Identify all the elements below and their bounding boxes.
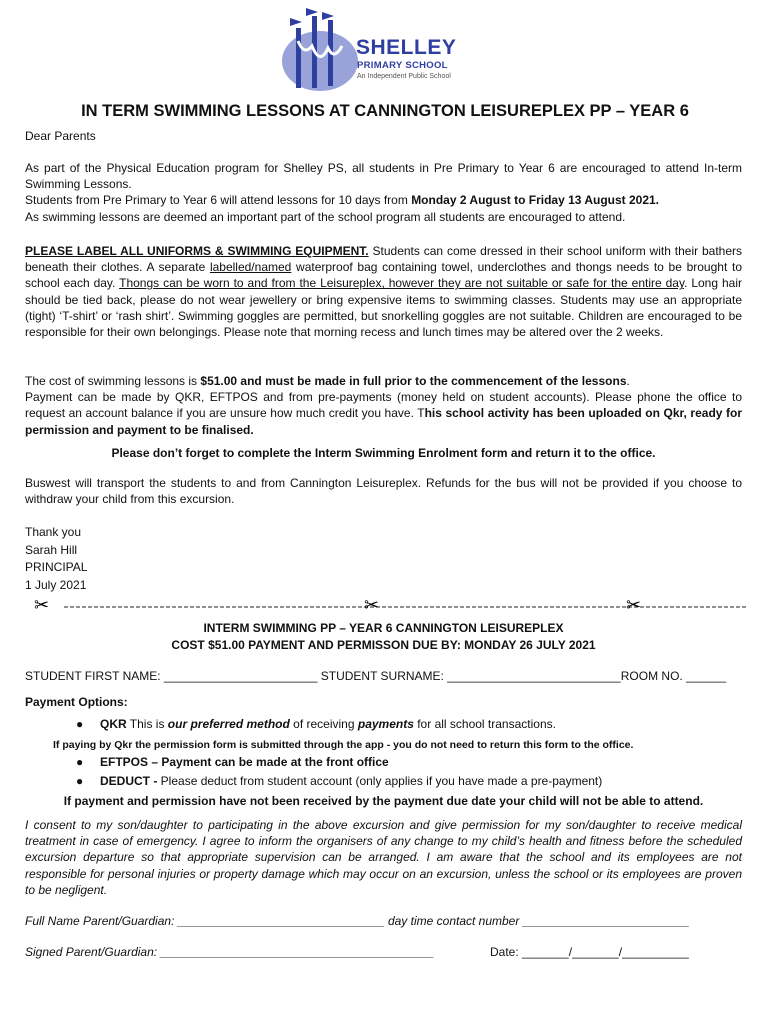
cost-amount: $51.00 and must be made in full prior to the commencement of the lessons [200,374,627,388]
svg-text:✂: ✂ [626,596,642,616]
labelling-text-e: . Long hair should be tied back, please do not wear jewellery or bring expensive items to swimming classes. Students may use an appropriate (tight) ‘T-shirt’ or ‘rash shirt’. Swimming goggles are permitted, but snorkelling goggles are not suitable. Children are encouraged to be responsible for their own belongings. Please note that morning recess and lunch times may be altered over the 2 weeks. [25,276,742,340]
svg-text:✂: ✂ [364,596,380,616]
bullet-icon: ● [76,717,84,731]
school-logo [282,6,482,96]
qkr-text-b: This is [126,717,168,731]
scissors-icon [626,596,641,616]
bullet-icon: ● [76,755,84,769]
intro-line-1: As part of the Physical Education program for Shelley PS, all students in Pre Primary to Year 6 are encouraged to attend In-term Swimming Lessons. [25,161,742,192]
payment-options-heading: Payment Options: [25,695,128,709]
logo-subtitle: PRIMARY SCHOOL [357,60,448,71]
slip-title: INTERM SWIMMING PP – YEAR 6 CANNINGTON LEISUREPLEX [203,621,564,635]
scissors-icon [34,596,49,616]
intro-line-2: Students from Pre Primary to Year 6 will attend lessons for 10 days from [25,193,412,208]
student-fields [25,668,742,684]
cost-text-d: Payment can be made by QKR, EFTPOS and from pre-payments (money held on student accounts). Please phone the office to request an account balance if you are unsure how much credit you have. T [25,390,742,421]
greeting: Dear Parents [25,129,96,143]
labelling-text-c: waterproof bag containing towel, underclothes and thongs needs to be brought to school each day. [25,260,742,291]
labelling-text-b: labelled/named [209,260,292,275]
intro-paragraph [25,160,742,225]
consent-paragraph: I consent to my son/daughter to participating in the above excursion and give permission for my son/daughter to receive medical treatment in case of emergency. I agree to inform the organisers of any change to my child’s health and fitness before the scheduled excursion departure so that appropriate supervision can be arranged. I am aware that the school and its employees are not responsible for personal injuries or property damage which may occur on an excursion, unless the school or its employees are proven to be negligent. [25,818,742,897]
signature-block [25,524,742,594]
qkr-text-d: of receiving [289,717,358,731]
option-deduct [100,774,602,788]
page-title: IN TERM SWIMMING LESSONS AT CANNINGTON LEISUREPLEX PP – YEAR 6 [81,102,689,120]
slip-due-date: COST $51.00 PAYMENT AND PERMISSON DUE BY: MONDAY 26 JULY 2021 [171,638,596,652]
room-number-field[interactable]: ROOM NO. ______ [620,669,727,683]
lesson-dates: Monday 2 August to Friday 13 August 2021. [411,193,660,208]
qkr-upload-note: his school activity has been uploaded on Qkr, ready for permission and payment to be finalised. [25,406,742,437]
signed-field[interactable]: Signed Parent/Guardian: _________________________________________ [25,945,435,959]
thank-you: Thank you [25,525,82,539]
student-surname-field[interactable]: STUDENT SURNAME: __________________________ [320,669,621,683]
payment-warning: If payment and permission have not been received by the payment due date your child will not be able to attend. [63,794,704,808]
qkr-note: If paying by Qkr the permission form is submitted through the app - you do not need to return this form to the office. [53,739,634,751]
option-eftpos: EFTPOS – Payment can be made at the front office [100,755,389,769]
bullet-icon: ● [76,774,84,788]
cost-paragraph [25,373,742,438]
svg-text:✂: ✂ [34,596,50,616]
logo-tagline: An Independent Public School [357,73,451,80]
cost-text-a: The cost of swimming lessons is [25,374,201,388]
thongs-note: Thongs can be worn to and from the Leisureplex, however they are not suitable or safe for the entire day [119,276,685,291]
logo-school-name: SHELLEY [356,36,457,59]
shelley-crest-icon [282,6,362,96]
bus-paragraph: Buswest will transport the students to and from Cannington Leisureplex. Refunds for the bus will not be provided if you choose to withdraw your child from this excursion. [25,476,742,507]
qkr-label: QKR [100,717,127,731]
qkr-preferred: our preferred method [167,717,290,731]
intro-line-3: As swimming lessons are deemed an important part of the school program all students are encouraged to attend. [25,209,626,224]
qkr-payments: payments [357,717,414,731]
scissors-icon [364,596,379,616]
labelling-heading: PLEASE LABEL ALL UNIFORMS & SWIMMING EQUIPMENT. [25,244,369,258]
cut-line [34,596,746,616]
principal-role: PRINCIPAL [25,560,88,574]
letter-date: 1 July 2021 [25,577,87,592]
full-name-contact-field[interactable]: Full Name Parent/Guardian: _______________________________ day time contact number _________________________ [25,914,690,928]
principal-name: Sarah Hill [25,542,78,557]
date-field[interactable]: Date: _______/_______/__________ [490,945,689,959]
deduct-label: DEDUCT - [100,774,161,788]
deduct-text: Please deduct from student account (only applies if you have made a pre-payment) [160,774,603,788]
qkr-text-f: for all school transactions. [413,717,556,731]
labelling-paragraph [25,243,742,340]
enrolment-reminder: Please don’t forget to complete the Interm Swimming Enrolment form and return it to the office. [111,446,656,460]
student-first-name-field[interactable]: STUDENT FIRST NAME: _______________________ [25,669,318,683]
labelling-text-a: Students can come dressed in their school uniform with their bathers beneath their clothes. A separate [25,244,742,275]
option-qkr [100,717,556,731]
cost-text-c: . [626,374,630,388]
